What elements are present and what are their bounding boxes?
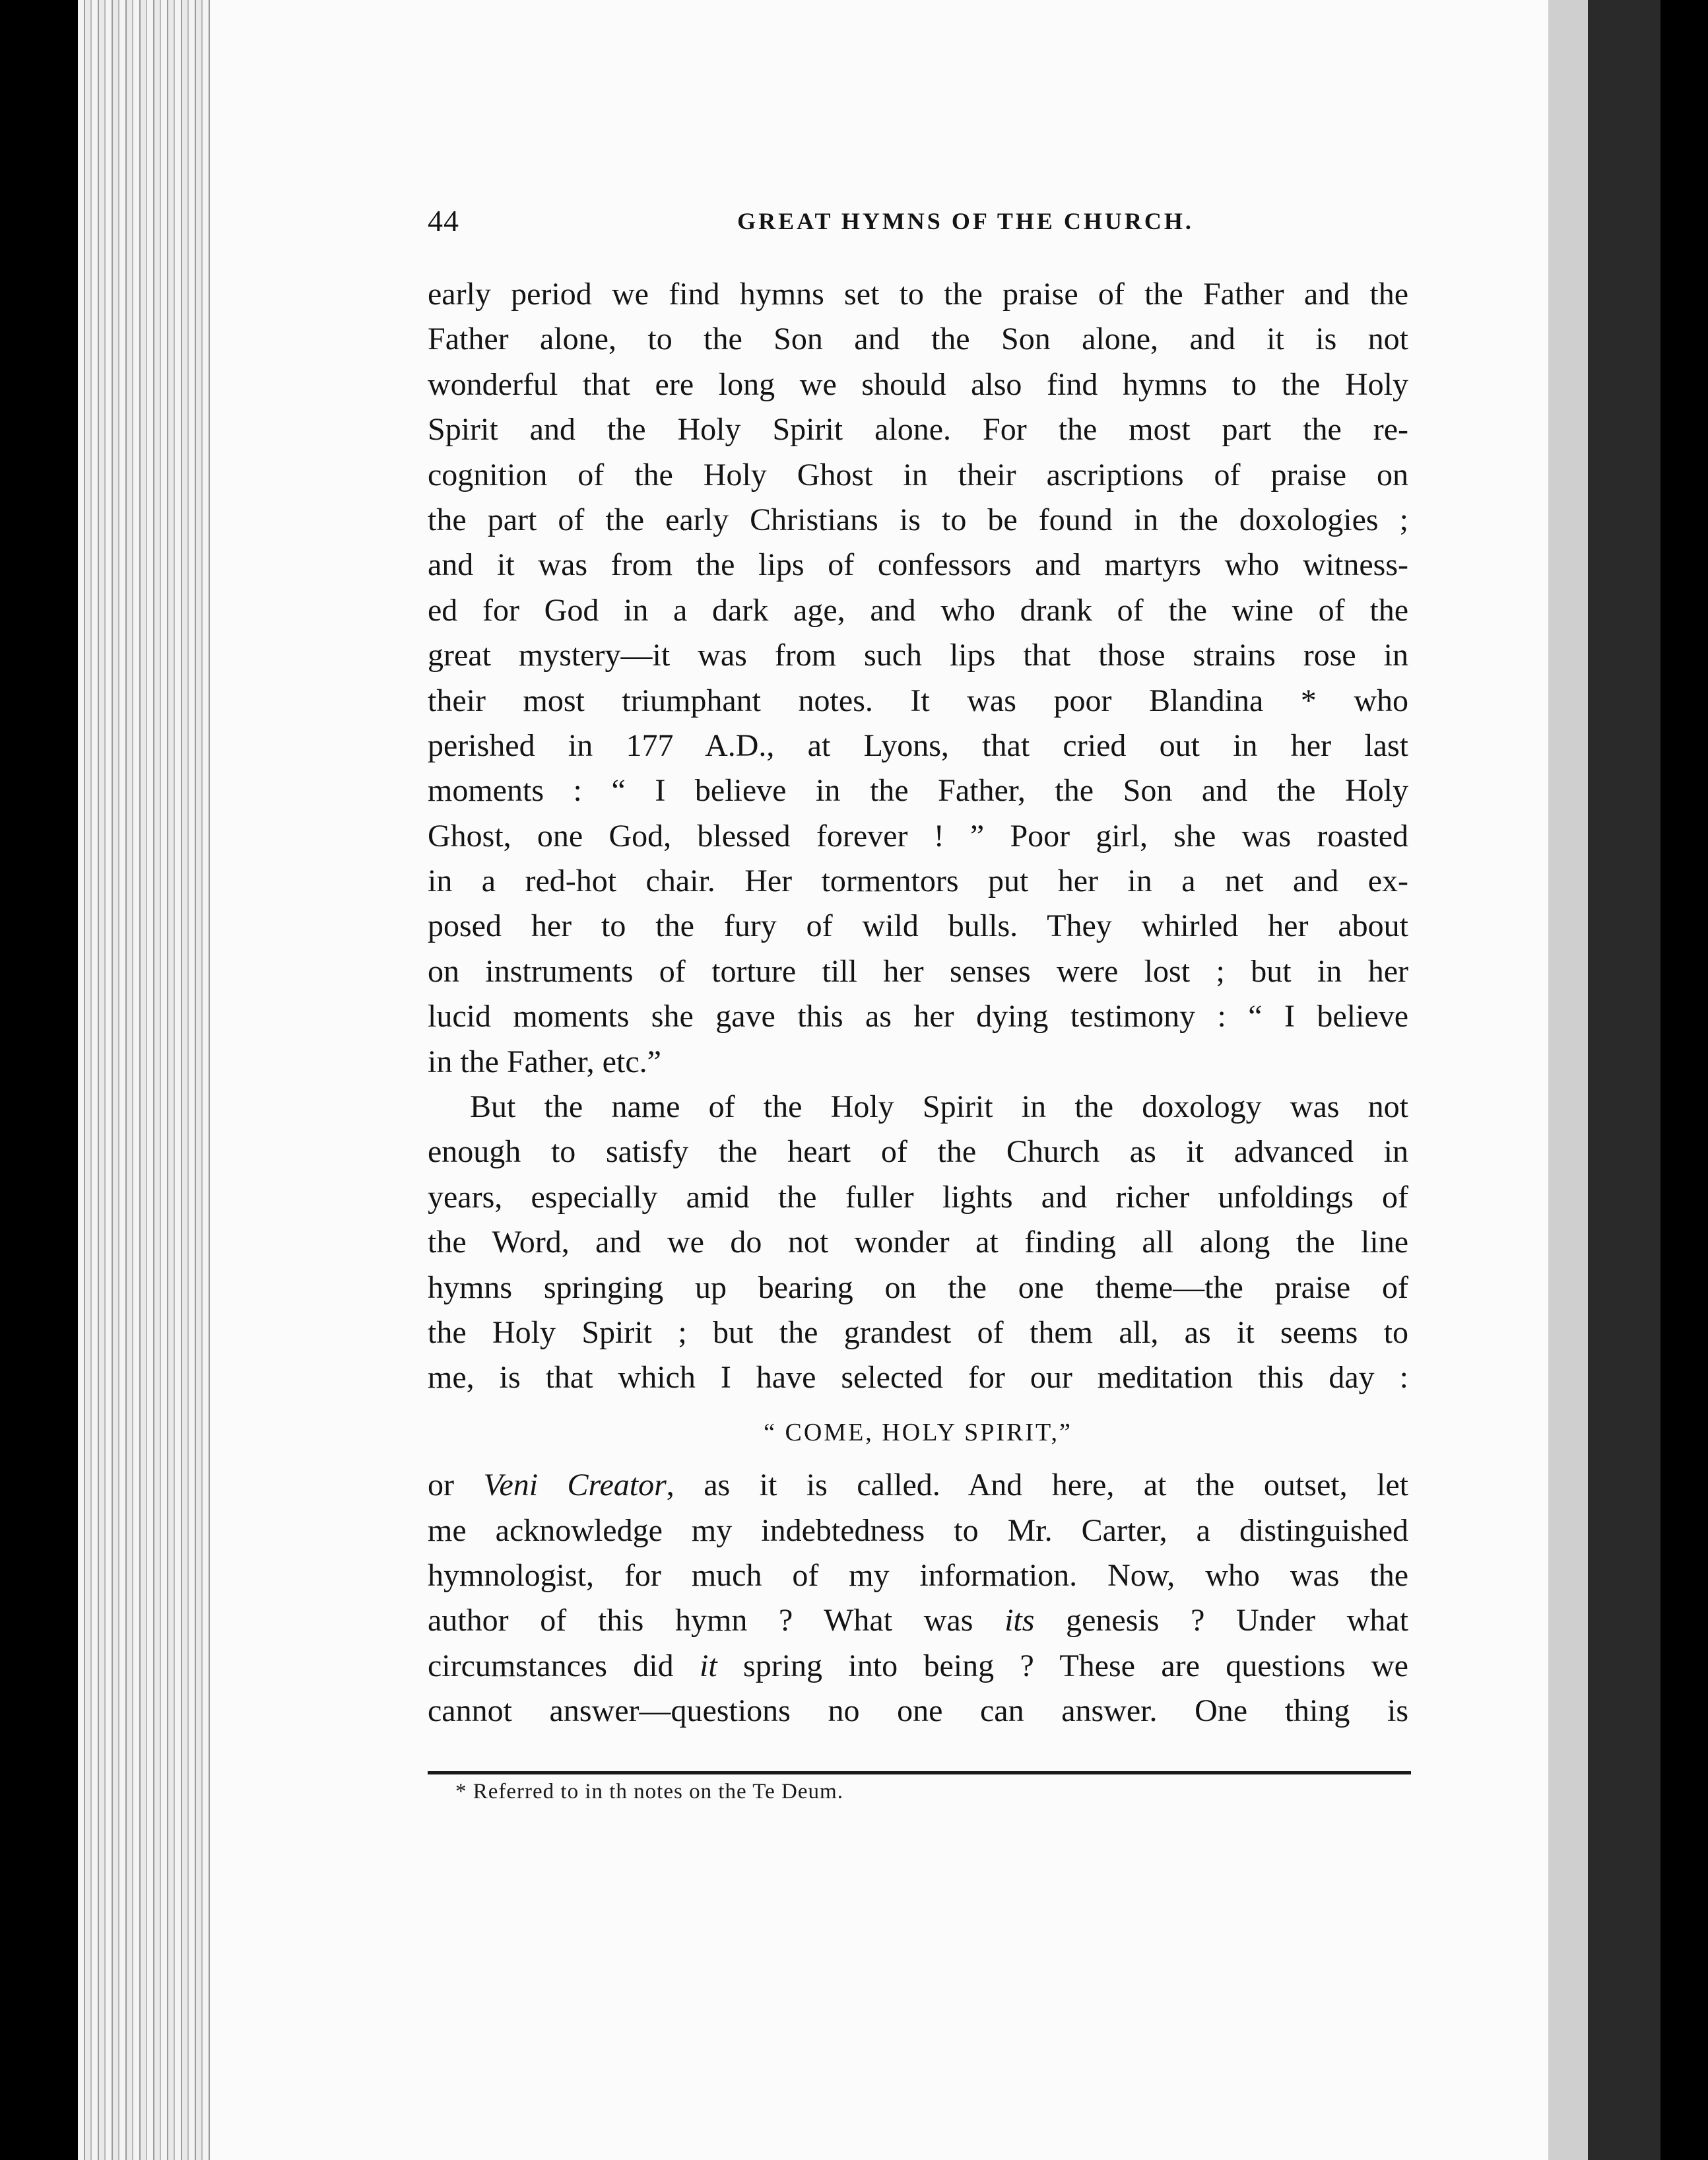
text-line: wonderful that ere long we should also find hymns to the Holy: [428, 366, 1408, 402]
running-title: GREAT HYMNS OF THE CHURCH.: [737, 208, 1194, 234]
text-line: But the name of the Holy Spirit in the doxology was not: [470, 1089, 1408, 1125]
page-number: 44: [428, 204, 459, 238]
text-run: genesis ? Under what: [1034, 1603, 1408, 1638]
text-line: [428, 1598, 1408, 1643]
footnote: * Referred to in th notes on the Te Deum.: [455, 1780, 843, 1804]
text-line: perished in 177 A.D., at Lyons, that cried out in her last: [428, 727, 1408, 763]
text-line: hymns springing up bearing on the one theme—the praise of: [428, 1269, 1408, 1305]
text-run: spring into being ? These are questions we: [717, 1648, 1408, 1683]
text-line: posed her to the fury of wild bulls. They whirled her about: [428, 908, 1408, 944]
text-line: hymnologist, for much of my information. Now, who was the: [428, 1557, 1408, 1593]
text-line: the Word, and we do not wonder at finding all along the line: [428, 1225, 1408, 1260]
text-run: circumstances did: [428, 1648, 700, 1683]
text-line: Father alone, to the Son and the Son alone, and it is not: [428, 321, 1408, 357]
text-line: in a red-hot chair. Her tormentors put her in a net and ex-: [428, 863, 1408, 899]
text-line: enough to satisfy the heart of the Church as it advanced in: [428, 1134, 1408, 1170]
text-line: great mystery—it was from such lips that those strains rose in: [428, 638, 1408, 673]
text-line: lucid moments she gave this as her dying testimony : “ I believe: [428, 999, 1408, 1034]
footnote-rule: [428, 1771, 1411, 1774]
italic-title: Veni Creator: [483, 1468, 667, 1503]
binding-dark: [1588, 0, 1660, 2160]
text-line: me acknowledge my indebtedness to Mr. Carter, a distinguished: [428, 1512, 1408, 1548]
text-line: on instruments of torture till her senses were lost ; but in her: [428, 953, 1408, 989]
text-line: [428, 1463, 1408, 1508]
italic-word: it: [699, 1648, 717, 1683]
binding-shadow: [1548, 0, 1588, 2160]
text-line: in the Father, etc.”: [428, 1044, 661, 1079]
text-line: Ghost, one God, blessed forever ! ” Poor girl, she was roasted: [428, 818, 1408, 854]
text-line: Spirit and the Holy Spirit alone. For the most part the re-: [428, 412, 1408, 448]
text-line: moments : “ I believe in the Father, the Son and the Holy: [428, 773, 1408, 809]
text-run: or: [428, 1468, 484, 1503]
text-line: years, especially amid the fuller lights and richer unfoldings of: [428, 1179, 1408, 1215]
hymn-title: “ COME, HOLY SPIRIT,”: [764, 1418, 1072, 1446]
text-line: early period we find hymns set to the praise of the Father and the: [428, 277, 1408, 312]
body-text: [428, 272, 1408, 1734]
text-line: ed for God in a dark age, and who drank of the wine of the: [428, 592, 1408, 628]
text-line: and it was from the lips of confessors and martyrs who witness-: [428, 547, 1408, 583]
scan-border: [1660, 0, 1708, 2160]
text-line: cannot answer—questions no one can answer. One thing is: [428, 1693, 1408, 1729]
text-line: their most triumphant notes. It was poor Blandina * who: [428, 683, 1408, 718]
page-edges: [78, 0, 213, 2160]
text-run: author of this hymn ? What was: [428, 1603, 1005, 1638]
text-run: , as it is called. And here, at the outset, let: [666, 1468, 1409, 1503]
text-line: the Holy Spirit ; but the grandest of them all, as it seems to: [428, 1314, 1408, 1350]
text-line: the part of the early Christians is to be found in the doxologies ;: [428, 502, 1408, 537]
text-line: cognition of the Holy Ghost in their ascriptions of praise on: [428, 457, 1408, 492]
text-line: [428, 1644, 1408, 1689]
page-header: [428, 203, 1411, 250]
italic-word: its: [1004, 1603, 1035, 1638]
text-line: me, is that which I have selected for our meditation this day :: [428, 1360, 1408, 1396]
